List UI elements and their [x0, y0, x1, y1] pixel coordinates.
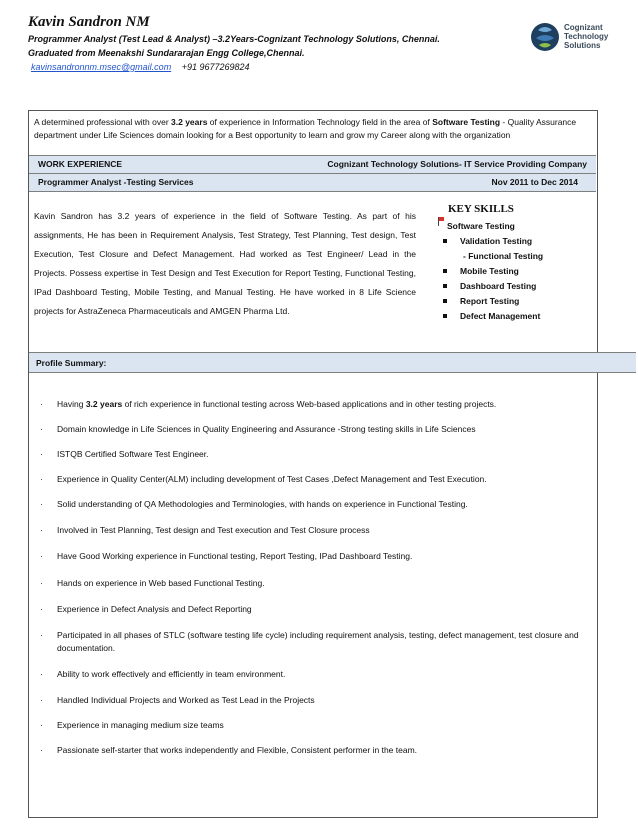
summary-field: Software Testing: [432, 117, 501, 127]
employer-name: Cognizant Technology Solutions- IT Service Providing Company: [327, 159, 587, 169]
candidate-name: Kavin Sandron NM: [28, 14, 150, 30]
contact-line: [31, 62, 250, 72]
list-item: [40, 629, 595, 655]
email-link[interactable]: kavinsandronnm.msec@gmail.com: [31, 62, 172, 72]
list-item: [40, 398, 595, 411]
bullet-icon: [443, 299, 447, 303]
list-item: [40, 498, 595, 511]
bullet-icon: ·: [40, 745, 43, 755]
skill-item: [440, 294, 600, 309]
bullet-icon: ·: [40, 578, 43, 588]
list-item-text: Having: [57, 399, 86, 409]
bullet-icon: ·: [40, 525, 43, 535]
bullet-icon: ·: [40, 630, 43, 640]
phone-number: +91 9677269824: [181, 62, 250, 72]
bullet-icon: ·: [40, 695, 43, 705]
bullet-icon: ·: [40, 551, 43, 561]
list-item: [40, 550, 595, 563]
headline-role: Programmer Analyst (Test Lead & Analyst) –3.2Years-Cognizant Technology Solutions, Chennai.: [28, 34, 440, 44]
list-item: [40, 719, 595, 732]
list-item-text: ISTQB Certified Software Test Engineer.: [57, 449, 209, 459]
role-bar: [29, 173, 596, 192]
skill-label: - Functional Testing: [463, 251, 544, 261]
list-item-text: Experience in Quality Center(ALM) including development of Test Cases ,Defect Management and Test Execution.: [57, 474, 487, 484]
list-item-text: Ability to work effectively and efficiently in team environment.: [57, 669, 286, 679]
headline-education: Graduated from Meenakshi Sundararajan Engg College,Chennai.: [28, 48, 305, 58]
list-item-text: Participated in all phases of STLC (software testing life cycle) including requirement analysis, testing, defect management, test closure and documentation.: [57, 630, 579, 653]
profile-summary-bar: [29, 352, 636, 373]
work-experience-bar: [29, 155, 596, 174]
bullet-icon: ·: [40, 474, 43, 484]
company-logo: [530, 20, 610, 56]
logo-line: Solutions: [564, 41, 601, 50]
summary-years: 3.2 years: [171, 117, 208, 127]
profile-summary-list: [40, 398, 595, 769]
logo-line: Cognizant: [564, 23, 603, 32]
skill-item: [440, 309, 600, 324]
list-item-text: Handled Individual Projects and Worked as Test Lead in the Projects: [57, 695, 315, 705]
skills-subheading: [440, 221, 600, 231]
skills-subtitle: Software Testing: [447, 221, 515, 231]
bullet-icon: [443, 269, 447, 273]
experience-description: Kavin Sandron has 3.2 years of experience in the field of Software Testing. As part of his assignments, He has been in Requirement Analysis, Test Strategy, Test Planning, Test design, Test Execution, Test Closure and Defect Management. Had worked as Test Engineer/ Lead in the Projects. Possess expertise in Test Design and Test Execution for Report Testing, Functional Testing, IPad Dashboard Testing, Mobile Testing, and Manual Testing. He have worked in 8 Life Science projects for AstraZeneca Pharmaceuticals and AMGEN Pharma Ltd.: [34, 211, 416, 316]
list-item-text: Experience in Defect Analysis and Defect Reporting: [57, 604, 252, 614]
bullet-icon: ·: [40, 399, 43, 409]
list-item: [40, 668, 595, 681]
list-item-text: Hands on experience in Web based Functional Testing.: [57, 578, 265, 588]
list-item: [40, 423, 595, 436]
logo-wordmark: [564, 23, 608, 50]
bullet-icon: [443, 284, 447, 288]
career-summary: [34, 116, 592, 142]
list-item-emphasis: 3.2 years: [85, 399, 123, 409]
skill-item: [440, 234, 600, 249]
list-item-text: Involved in Test Planning, Test design and Test execution and Test Closure process: [57, 525, 370, 535]
bullet-icon: ·: [40, 449, 43, 459]
skill-item: [440, 264, 600, 279]
profile-summary-heading: Profile Summary:: [36, 358, 107, 368]
skill-label: Validation Testing: [460, 236, 533, 246]
bullet-icon: ·: [40, 720, 43, 730]
list-item-text: of rich experience in functional testing across Web-based applications and in other testing projects.: [122, 399, 497, 409]
skill-label: Report Testing: [460, 296, 520, 306]
bullet-icon: ·: [40, 499, 43, 509]
list-item: [40, 603, 595, 616]
flag-icon: [438, 217, 444, 226]
skill-label: Defect Management: [460, 311, 541, 321]
skill-label: Mobile Testing: [460, 266, 519, 276]
job-title: Programmer Analyst -Testing Services: [38, 177, 194, 187]
list-item: [40, 524, 595, 537]
key-skills-section: [440, 203, 600, 324]
list-item-text: Have Good Working experience in Functional testing, Report Testing, IPad Dashboard Testing.: [57, 551, 413, 561]
summary-text: A determined professional with over: [34, 117, 172, 127]
bullet-icon: [443, 314, 447, 318]
list-item-text: Passionate self-starter that works independently and Flexible, Consistent performer in the team.: [57, 745, 418, 755]
bullet-icon: ·: [40, 669, 43, 679]
cognizant-logo-icon: [530, 20, 560, 54]
work-experience-heading: WORK EXPERIENCE: [38, 159, 123, 169]
bullet-icon: [443, 239, 447, 243]
skill-item: [440, 279, 600, 294]
bullet-icon: ·: [40, 424, 43, 434]
job-period: Nov 2011 to Dec 2014: [491, 177, 578, 187]
bullet-icon: ·: [40, 604, 43, 614]
key-skills-heading: KEY SKILLS: [448, 203, 514, 215]
list-item-text: Experience in managing medium size teams: [57, 720, 224, 730]
logo-line: Technology: [564, 32, 609, 41]
list-item: [40, 744, 595, 757]
list-item-text: Domain knowledge in Life Sciences in Quality Engineering and Assurance -Strong testing skills in Life Sciences: [57, 424, 476, 434]
skills-list: [440, 234, 600, 324]
skill-label: Dashboard Testing: [460, 281, 537, 291]
list-item: [40, 694, 595, 707]
list-item: [40, 473, 595, 486]
summary-text: - Quality Assurance department under Life Sciences domain looking for a Best opportunity to learn and grow my Career along with the organization: [34, 117, 577, 140]
summary-text: of experience in Information Technology field in the area of: [207, 117, 433, 127]
list-item: [40, 448, 595, 461]
skill-item: [440, 249, 600, 264]
list-item-text: Solid understanding of QA Methodologies and Terminologies, with hands on experience in Functional Testing.: [57, 499, 468, 509]
list-item: [40, 577, 595, 590]
